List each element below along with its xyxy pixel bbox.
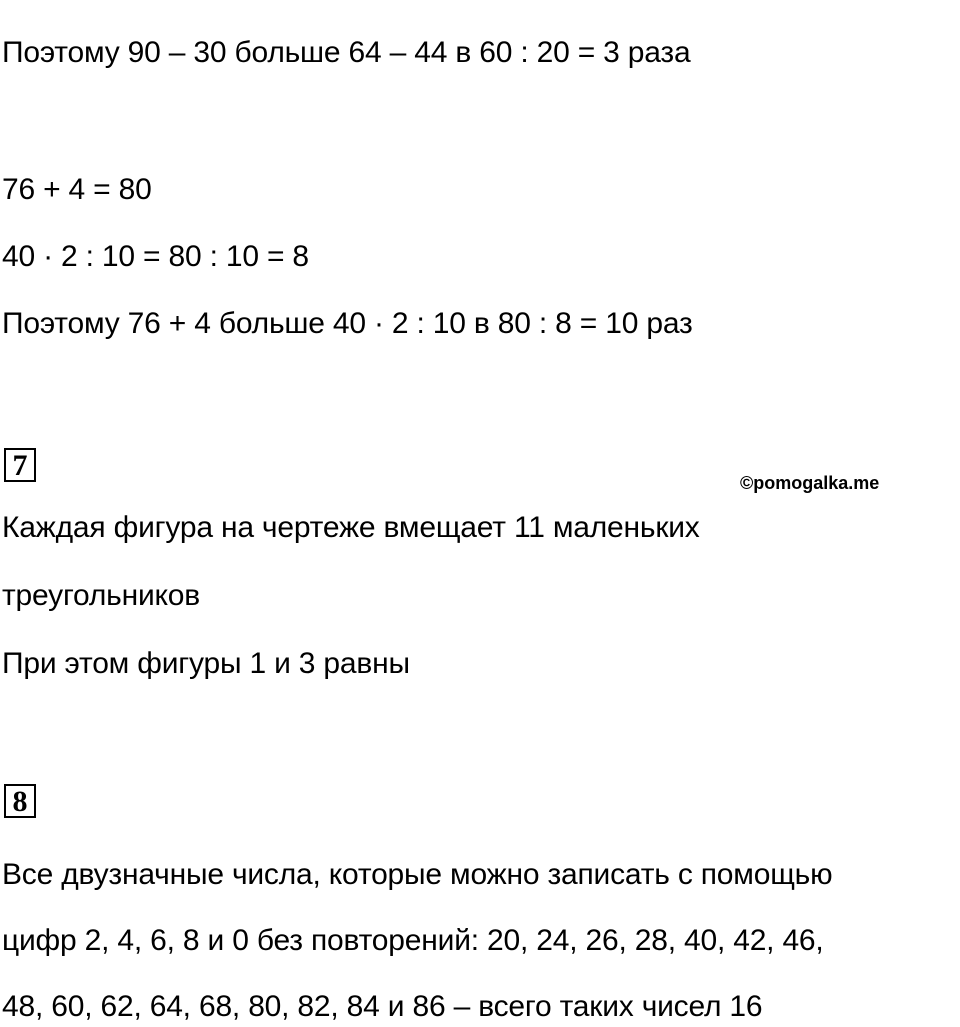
watermark: ©pomogalka.me <box>740 473 880 493</box>
task-8-number-box: 8 <box>4 784 36 818</box>
conclusion-line-1: Поэтому 90 – 30 больше 64 – 44 в 60 : 20 = 3 раза <box>2 36 691 69</box>
task-7-number-box: 7 <box>4 448 36 482</box>
task-7-text-line-2: треугольников <box>2 579 201 612</box>
task-8-text-line-1: Все двузначные числа, которые можно записать с помощью <box>2 858 833 891</box>
task-8-text-line-2: цифр 2, 4, 6, 8 и 0 без повторений: 20, 24, 26, 28, 40, 42, 46, <box>2 924 824 957</box>
task-7-text-line-1: Каждая фигура на чертеже вмещает 11 маленьких <box>2 511 700 544</box>
task-8-text-line-3: 48, 60, 62, 64, 68, 80, 82, 84 и 86 – всего таких чисел 16 <box>2 990 763 1023</box>
task-7-text-line-3: При этом фигуры 1 и 3 равны <box>2 647 410 680</box>
calculation-line-1: 76 + 4 = 80 <box>2 173 152 206</box>
calculation-line-2: 40 · 2 : 10 = 80 : 10 = 8 <box>2 240 309 273</box>
conclusion-line-2: Поэтому 76 + 4 больше 40 · 2 : 10 в 80 : 8 = 10 раз <box>2 307 693 340</box>
